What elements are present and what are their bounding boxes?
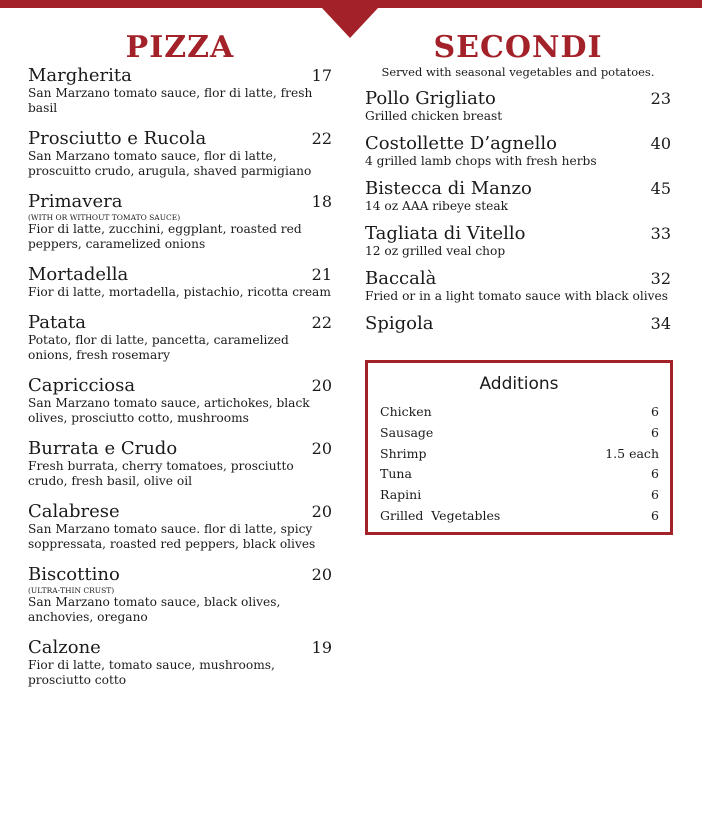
- menu-item: [365, 89, 671, 124]
- menu-item-price: 20: [311, 565, 332, 584]
- menu-item-note: (ULTRA-THIN CRUST): [28, 586, 115, 595]
- secondi-heading: SECONDI: [433, 30, 603, 65]
- top-banner: [0, 0, 702, 8]
- addition-row: [368, 423, 670, 444]
- menu-item-description: Potato, flor di latte, pancetta, caramelized onions, fresh rosemary: [28, 333, 289, 362]
- menu-item-description: 12 oz grilled veal chop: [365, 244, 506, 258]
- menu-item-price: 22: [311, 129, 332, 148]
- addition-price: 6: [651, 404, 659, 419]
- menu-item-row: [28, 439, 332, 459]
- menu-item-price: 22: [311, 313, 332, 332]
- menu-item-price: 17: [311, 66, 332, 85]
- menu-item-name: Patata: [28, 312, 86, 333]
- addition-row: [368, 402, 670, 423]
- menu-item-row: [365, 179, 671, 199]
- menu-item: [28, 638, 332, 688]
- addition-name: Tuna: [380, 466, 412, 482]
- menu-item-price: 45: [650, 179, 671, 198]
- menu-item-description: San Marzano tomato sauce, black olives, anchovies, oregano: [28, 595, 281, 624]
- menu-item-name: Costollette D’agnello: [365, 133, 557, 154]
- addition-name: Grilled Vegetables: [380, 507, 501, 523]
- secondi-list: [365, 89, 671, 334]
- menu-item: [28, 66, 332, 116]
- pizza-heading: PIZZA: [125, 30, 235, 65]
- menu-item-name: Biscottino: [28, 564, 120, 585]
- addition-row: [368, 444, 670, 465]
- menu-item-name: Calzone: [28, 637, 101, 658]
- menu-item: [28, 565, 332, 625]
- menu-item-description: San Marzano tomato sauce. flor di latte, spicy soppressata, roasted red peppers, black olives: [28, 522, 316, 551]
- menu-item: [28, 129, 332, 179]
- menu-item-name: Mortadella: [28, 264, 129, 285]
- addition-row: [368, 485, 670, 506]
- addition-price: 6: [651, 507, 659, 523]
- menu-item-price: 18: [311, 192, 332, 211]
- menu-item-description: Fresh burrata, cherry tomatoes, prosciutto crudo, fresh basil, olive oil: [28, 459, 294, 488]
- menu-item-name: Capricciosa: [28, 375, 136, 396]
- menu-item-price: 21: [311, 265, 332, 284]
- addition-price: 6: [651, 487, 659, 503]
- menu-item-name: Burrata e Crudo: [28, 438, 178, 459]
- menu-item: [365, 224, 671, 259]
- addition-name: Sausage: [380, 424, 434, 440]
- menu-item-price: 40: [650, 134, 671, 153]
- menu-item-row: [28, 192, 332, 212]
- menu-item-description: San Marzano tomato sauce, flor di latte, fresh basil: [28, 86, 313, 115]
- menu-item: [28, 439, 332, 489]
- addition-name: Rapini: [380, 487, 422, 503]
- menu-item-price: 33: [650, 224, 671, 243]
- addition-row: [368, 464, 670, 485]
- menu-item-name: Calabrese: [28, 501, 120, 522]
- menu-item-description: 14 oz AAA ribeye steak: [365, 199, 509, 213]
- menu-item-name: Bistecca di Manzo: [365, 178, 532, 199]
- menu-item-price: 20: [311, 502, 332, 521]
- menu-item-row: [28, 66, 332, 86]
- menu-item-row: [28, 638, 332, 658]
- menu-item-row: [28, 265, 332, 285]
- menu-item: [365, 269, 671, 304]
- menu-item: [28, 376, 332, 426]
- additions-box: [365, 360, 673, 535]
- menu-item-name: Primavera: [28, 191, 123, 212]
- menu-item: [28, 502, 332, 552]
- menu-item-note: (WITH OR WITHOUT TOMATO SAUCE): [28, 213, 181, 222]
- menu-item-row: [28, 313, 332, 333]
- menu-item: [365, 134, 671, 169]
- menu-item-price: 32: [650, 269, 671, 288]
- menu-item-row: [28, 565, 332, 585]
- menu-item-description: Grilled chicken breast: [365, 109, 503, 123]
- menu-item: [365, 179, 671, 214]
- menu-item-name: Tagliata di Vitello: [365, 223, 526, 244]
- addition-name: Chicken: [380, 404, 432, 419]
- menu-item-description: Fior di latte, mortadella, pistachio, ricotta cream: [28, 285, 331, 299]
- menu-item-row: [365, 314, 671, 334]
- menu-item-name: Prosciutto e Rucola: [28, 128, 207, 149]
- addition-row: [368, 506, 670, 527]
- menu-item-price: 20: [311, 439, 332, 458]
- pizza-list: [28, 66, 332, 688]
- menu-item: [28, 313, 332, 363]
- menu-item-price: 34: [650, 314, 671, 333]
- menu-item: [28, 265, 332, 300]
- menu-item-description: San Marzano tomato sauce, artichokes, black olives, prosciutto cotto, mushrooms: [28, 396, 310, 425]
- addition-price: 6: [651, 466, 659, 482]
- menu-item: [28, 192, 332, 252]
- menu-item-row: [365, 224, 671, 244]
- menu-item-name: Pollo Grigliato: [365, 88, 496, 109]
- menu-item-price: 23: [650, 89, 671, 108]
- menu-item-name: Baccalà: [365, 268, 437, 289]
- menu-item-row: [365, 134, 671, 154]
- menu-item-price: 19: [311, 638, 332, 657]
- menu-item-row: [365, 89, 671, 109]
- menu-item-description: Fried or in a light tomato sauce with black olives: [365, 289, 669, 303]
- menu-item-name: Spigola: [365, 313, 434, 334]
- menu-item-description: 4 grilled lamb chops with fresh herbs: [365, 154, 597, 168]
- secondi-section: [365, 30, 671, 344]
- additions-title: Additions: [479, 374, 559, 394]
- menu-item-description: Fior di latte, zucchini, eggplant, roasted red peppers, caramelized onions: [28, 222, 302, 251]
- additions-list: [368, 402, 670, 527]
- addition-price: 1.5 each: [605, 445, 659, 461]
- secondi-subtitle: Served with seasonal vegetables and potatoes.: [381, 65, 655, 79]
- menu-item-name: Margherita: [28, 65, 132, 86]
- menu-item-price: 20: [311, 376, 332, 395]
- pizza-section: [28, 30, 332, 701]
- menu-item-description: San Marzano tomato sauce, flor di latte, proscuitto crudo, arugula, shaved parmigiano: [28, 149, 312, 178]
- addition-price: 6: [651, 424, 659, 440]
- menu-item-row: [28, 129, 332, 149]
- menu-item: [365, 314, 671, 334]
- menu-item-row: [28, 502, 332, 522]
- menu-item-row: [28, 376, 332, 396]
- menu-item-row: [365, 269, 671, 289]
- addition-name: Shrimp: [380, 445, 427, 461]
- menu-item-description: Fior di latte, tomato sauce, mushrooms, prosciutto cotto: [28, 658, 275, 687]
